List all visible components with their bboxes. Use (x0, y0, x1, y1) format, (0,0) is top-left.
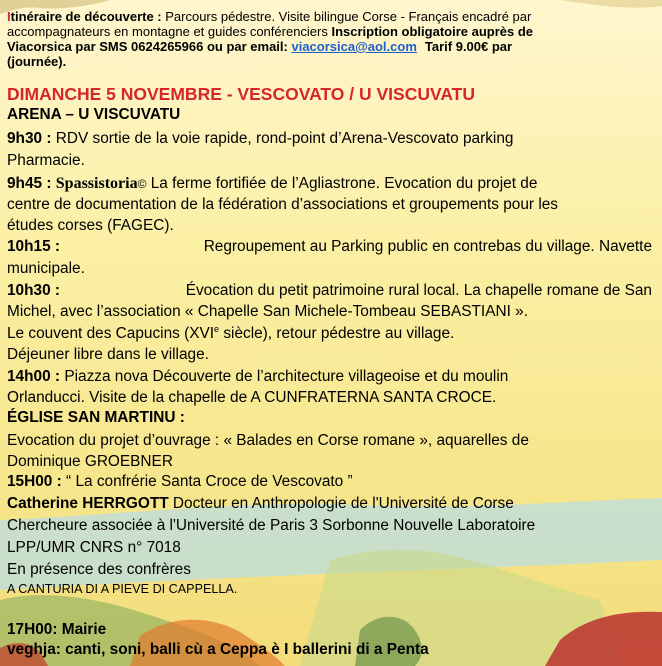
choir-name: A CANTURIA DI A PIEVE DI CAPPELLA. (7, 582, 238, 596)
time-1500: 15H00 : (7, 473, 62, 490)
intro-tarif: Tarif 9.00€ par (424, 39, 513, 54)
item-0945-cont: centre de documentation de la fédération d’associations et groupements pour les (7, 196, 558, 213)
item-0930 (7, 130, 513, 148)
item-1400-text: Piazza nova Découverte de l’architecture villageoise et du moulin (64, 368, 509, 385)
item-1400 (7, 368, 508, 386)
convent-text: Le couvent des Capucins (XVI (7, 325, 215, 343)
item-1030-text: Évocation du petit patrimoine rural local. La chapelle romane de San (185, 282, 652, 299)
email-link[interactable]: viacorsica@aol.com (291, 39, 417, 54)
item-1500 (7, 473, 353, 491)
intro-line-1 (7, 9, 531, 24)
speaker-lab: Chercheure associée à l'Université de Paris 3 Sorbonne Nouvelle Laboratoire (7, 517, 536, 534)
speaker-cnrs: LPP/UMR CNRS n° 7018 (7, 539, 181, 556)
event-date-heading: DIMANCHE 5 NOVEMBRE - VESCOVATO / U VISCUVATU (7, 84, 476, 104)
intro-line-4 (7, 54, 66, 69)
evening-programme: veghja: canti, soni, balli cù a Ceppa è I ballerini di a Penta (7, 641, 429, 658)
convent-text-end: siècle), retour pédestre au village. (219, 325, 455, 343)
intro-line-3 (7, 39, 512, 54)
intro-guides: accompagnateurs en montagne et guides conférenciers (7, 24, 332, 39)
item-1015 (7, 238, 652, 256)
intro-body: Parcours pédestre. Visite bilingue Corse - Français encadré par (161, 9, 532, 24)
century-superscript: e (214, 324, 220, 334)
intro-label: tinéraire de découverte : (10, 9, 162, 24)
item-0945-text: La ferme fortifiée de l’Agliastrone. Evocation du projet de (150, 175, 538, 192)
item-0945-cont2: études corses (FAGEC). (7, 217, 174, 234)
project-line-2: Dominique GROEBNER (7, 453, 173, 470)
item-1015-text: Regroupement au Parking public en contrebas du village. Navette (203, 238, 652, 255)
time-0945: 9h45 : (7, 175, 52, 192)
item-1030 (7, 282, 652, 300)
item-1700: 17H00: Mairie (7, 621, 107, 638)
time-1015: 10h15 : (7, 238, 61, 255)
intro-initial: I (7, 9, 11, 24)
item-1015-cont: municipale. (7, 260, 85, 277)
conference-title: “ La confrérie Santa Croce de Vescovato ” (66, 473, 353, 490)
intro-line-2 (7, 24, 533, 39)
item-0930-text: RDV sortie de la voie rapide, rond-point d’Arena-Vescovato parking (55, 130, 514, 147)
copyright-mark: © (137, 177, 147, 191)
presence-note: En présence des confrères (7, 561, 191, 578)
intro-registration: Inscription obligatoire auprès de (331, 24, 534, 39)
church-heading: ÉGLISE SAN MARTINU : (7, 409, 185, 426)
intro-sms: Viacorsica par SMS 0624265966 ou par email: (7, 39, 292, 54)
item-1030-cont: Michel, avec l’association « Chapelle San Michele-Tombeau SEBASTIANI ». (7, 303, 528, 320)
speaker-title: Docteur en Anthropologie de l'Université de Corse (172, 495, 514, 512)
item-0930-cont: Pharmacie. (7, 152, 85, 169)
time-1400: 14h00 : (7, 368, 61, 385)
lunch-note: Déjeuner libre dans le village. (7, 346, 209, 363)
project-line-1: Evocation du projet d’ouvrage : « Balades en Corse romane », aquarelles de (7, 432, 529, 449)
intro-day: (journée). (7, 54, 67, 69)
item-1030-cont2 (7, 324, 454, 343)
spassistoria-brand: Spassistoria (55, 175, 138, 192)
speaker-line (7, 495, 514, 513)
item-0945 (7, 175, 537, 193)
item-1400-cont: Orlanducci. Visite de la chapelle de A CUNFRATERNA SANTA CROCE. (7, 389, 497, 406)
time-1030: 10h30 : (7, 282, 61, 299)
location-subheading: ARENA – U VISCUVATU (7, 106, 181, 123)
speaker-name: Catherine HERRGOTT (7, 495, 169, 512)
time-0930: 9h30 : (7, 130, 52, 147)
